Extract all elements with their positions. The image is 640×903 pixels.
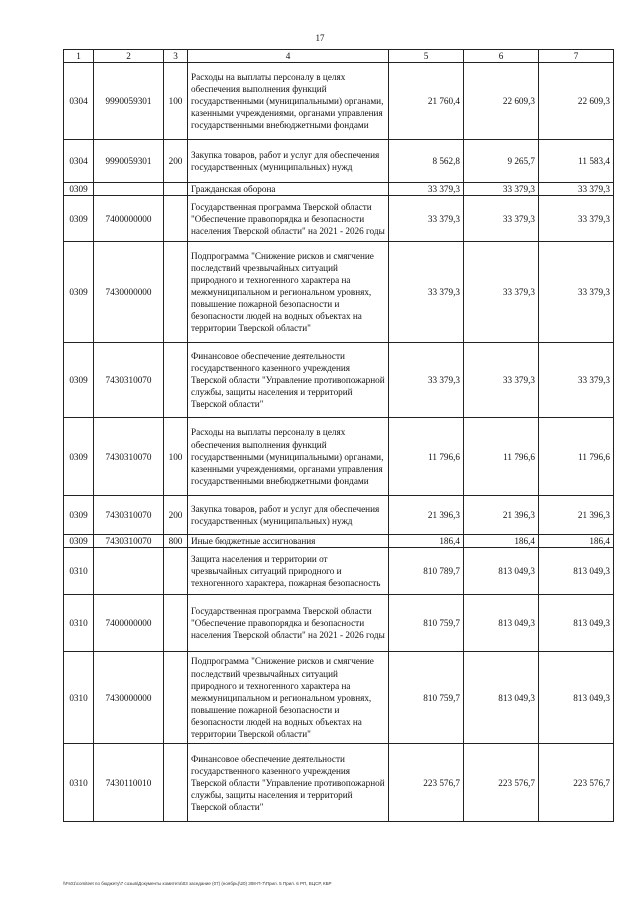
expense-type-cell — [164, 652, 188, 744]
amount-cell: 223 576,7 — [464, 744, 539, 822]
section-code-cell: 0309 — [64, 535, 94, 548]
amount-cell: 186,4 — [539, 535, 614, 548]
amount-cell: 813 049,3 — [539, 652, 614, 744]
amount-cell: 33 379,3 — [539, 196, 614, 242]
amount-cell: 813 049,3 — [464, 595, 539, 652]
table-row — [64, 548, 614, 595]
table-row — [64, 595, 614, 652]
amount-cell: 21 760,4 — [389, 63, 464, 140]
section-code-cell: 0304 — [64, 63, 94, 140]
amount-cell: 11 796,6 — [539, 418, 614, 496]
section-code-cell: 0309 — [64, 183, 94, 196]
item-name-cell: Закупка товаров, работ и услуг для обеспечения государственных (муниципальных) нужд — [188, 140, 389, 183]
expense-type-cell — [164, 242, 188, 343]
table-row — [64, 652, 614, 744]
column-header: 6 — [464, 50, 539, 63]
column-header: 1 — [64, 50, 94, 63]
target-article-cell — [94, 548, 164, 595]
amount-cell: 33 379,3 — [389, 183, 464, 196]
target-article-cell: 7400000000 — [94, 595, 164, 652]
expense-type-cell — [164, 595, 188, 652]
amount-cell: 813 049,3 — [539, 595, 614, 652]
amount-cell: 21 396,3 — [539, 496, 614, 535]
page-number: 17 — [315, 33, 325, 43]
amount-cell: 33 379,3 — [389, 196, 464, 242]
amount-cell: 810 759,7 — [389, 595, 464, 652]
section-code-cell: 0309 — [64, 418, 94, 496]
amount-cell: 813 049,3 — [539, 548, 614, 595]
item-name-cell: Гражданская оборона — [188, 183, 389, 196]
amount-cell: 33 379,3 — [464, 196, 539, 242]
target-article-cell: 7400000000 — [94, 196, 164, 242]
item-name-cell: Закупка товаров, работ и услуг для обеспечения государственных (муниципальных) нужд — [188, 496, 389, 535]
target-article-cell: 7430310070 — [94, 496, 164, 535]
expense-type-cell — [164, 744, 188, 822]
amount-cell: 186,4 — [389, 535, 464, 548]
section-code-cell: 0310 — [64, 744, 94, 822]
amount-cell: 186,4 — [464, 535, 539, 548]
target-article-cell: 7430310070 — [94, 418, 164, 496]
target-article-cell — [94, 183, 164, 196]
table-row — [64, 418, 614, 496]
amount-cell: 33 379,3 — [464, 242, 539, 343]
item-name-cell: Защита населения и территории от чрезвычайных ситуаций природного и техногенного характера, пожарная безопасность — [188, 548, 389, 595]
table-row — [64, 242, 614, 343]
amount-cell: 9 265,7 — [464, 140, 539, 183]
expense-type-cell: 100 — [164, 418, 188, 496]
item-name-cell: Подпрограмма "Снижение рисков и смягчение последствий чрезвычайных ситуаций природного и техногенного характера на межмуниципальном и региональном уровнях, повышение пожарной безопасности и безопасности людей на водных объектах на территории Тверской области" — [188, 652, 389, 744]
amount-cell: 11 583,4 — [539, 140, 614, 183]
section-code-cell: 0310 — [64, 595, 94, 652]
section-code-cell: 0309 — [64, 196, 94, 242]
section-code-cell: 0309 — [64, 343, 94, 418]
amount-cell: 11 796,6 — [464, 418, 539, 496]
section-code-cell: 0310 — [64, 652, 94, 744]
section-code-cell: 0309 — [64, 242, 94, 343]
amount-cell: 33 379,3 — [389, 343, 464, 418]
amount-cell: 21 396,3 — [389, 496, 464, 535]
amount-cell: 33 379,3 — [389, 242, 464, 343]
amount-cell: 21 396,3 — [464, 496, 539, 535]
item-name-cell: Иные бюджетные ассигнования — [188, 535, 389, 548]
amount-cell: 22 609,3 — [464, 63, 539, 140]
expense-type-cell — [164, 548, 188, 595]
amount-cell: 810 759,7 — [389, 652, 464, 744]
table-row — [64, 183, 614, 196]
target-article-cell: 9990059301 — [94, 63, 164, 140]
amount-cell: 22 609,3 — [539, 63, 614, 140]
amount-cell: 33 379,3 — [464, 343, 539, 418]
expense-type-cell: 200 — [164, 140, 188, 183]
section-code-cell: 0309 — [64, 496, 94, 535]
column-header: 4 — [188, 50, 389, 63]
amount-cell: 33 379,3 — [539, 183, 614, 196]
file-path-footer: \\Fs01\comiteet по бюджету\7 созыв\Документы комитета\03 заседание (07) (ноябрь)\20) 308-П-7\Прил. 5 Прил. 6 РП, ВЦСР, КБР — [63, 881, 332, 886]
table-row — [64, 343, 614, 418]
item-name-cell: Государственная программа Тверской области "Обеспечение правопорядка и безопасности населения Тверской области" на 2021 - 2026 годы — [188, 595, 389, 652]
amount-cell: 11 796,6 — [389, 418, 464, 496]
amount-cell: 223 576,7 — [389, 744, 464, 822]
column-header: 2 — [94, 50, 164, 63]
amount-cell: 810 789,7 — [389, 548, 464, 595]
amount-cell: 813 049,3 — [464, 652, 539, 744]
expense-type-cell: 200 — [164, 496, 188, 535]
table-row — [64, 496, 614, 535]
item-name-cell: Расходы на выплаты персоналу в целях обеспечения выполнения функций государственными (муниципальными) органами, казенными учреждениями, органами управления государственными внебюджетными фондами — [188, 418, 389, 496]
budget-table — [63, 49, 614, 822]
item-name-cell: Финансовое обеспечение деятельности государственного казенного учреждения Тверской области "Управление противопожарной службы, защиты населения и территорий Тверской области" — [188, 343, 389, 418]
section-code-cell: 0310 — [64, 548, 94, 595]
table-row — [64, 535, 614, 548]
item-name-cell: Расходы на выплаты персоналу в целях обеспечения выполнения функций государственными (муниципальными) органами, казенными учреждениями, органами управления государственными внебюджетными фондами — [188, 63, 389, 140]
amount-cell: 33 379,3 — [539, 242, 614, 343]
table-row — [64, 196, 614, 242]
item-name-cell: Финансовое обеспечение деятельности государственного казенного учреждения Тверской области "Управление противопожарной службы, защиты населения и территорий Тверской области" — [188, 744, 389, 822]
table-row — [64, 63, 614, 140]
column-header: 3 — [164, 50, 188, 63]
target-article-cell: 7430000000 — [94, 652, 164, 744]
amount-cell: 33 379,3 — [539, 343, 614, 418]
target-article-cell: 7430310070 — [94, 535, 164, 548]
expense-type-cell: 800 — [164, 535, 188, 548]
amount-cell: 33 379,3 — [464, 183, 539, 196]
expense-type-cell — [164, 183, 188, 196]
column-header: 7 — [539, 50, 614, 63]
item-name-cell: Государственная программа Тверской области "Обеспечение правопорядка и безопасности населения Тверской области" на 2021 - 2026 годы — [188, 196, 389, 242]
column-header: 5 — [389, 50, 464, 63]
expense-type-cell — [164, 196, 188, 242]
target-article-cell: 7430310070 — [94, 343, 164, 418]
amount-cell: 813 049,3 — [464, 548, 539, 595]
amount-cell: 8 562,8 — [389, 140, 464, 183]
item-name-cell: Подпрограмма "Снижение рисков и смягчение последствий чрезвычайных ситуаций природного и техногенного характера на межмуниципальном и региональном уровнях, повышение пожарной безопасности и безопасности людей на водных объектах на территории Тверской области" — [188, 242, 389, 343]
amount-cell: 223 576,7 — [539, 744, 614, 822]
expense-type-cell — [164, 343, 188, 418]
target-article-cell: 9990059301 — [94, 140, 164, 183]
header-row — [64, 50, 614, 63]
target-article-cell: 7430000000 — [94, 242, 164, 343]
table-row — [64, 140, 614, 183]
table-row — [64, 744, 614, 822]
target-article-cell: 7430110010 — [94, 744, 164, 822]
section-code-cell: 0304 — [64, 140, 94, 183]
expense-type-cell: 100 — [164, 63, 188, 140]
